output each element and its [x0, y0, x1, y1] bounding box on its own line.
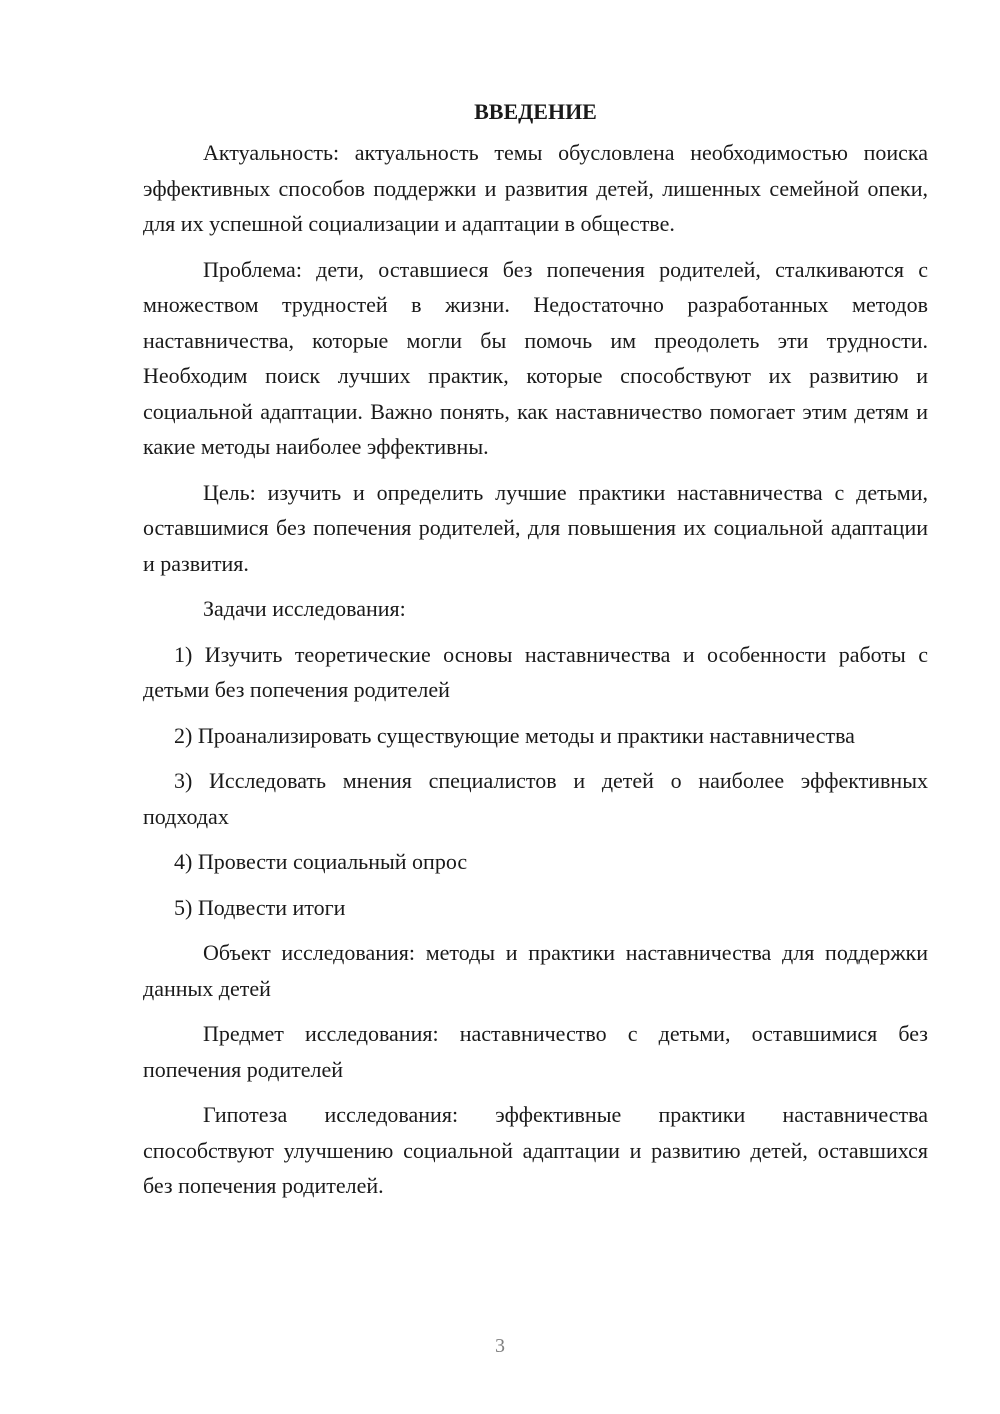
page-number: 3	[495, 1335, 505, 1357]
task-item-2: 2) Проанализировать существующие методы и практики наставничества	[174, 722, 855, 748]
task-item-3: 3) Исследовать мнения специалистов и детей о наиболее эффективных подходах	[143, 768, 928, 829]
section-heading: ВВЕДЕНИЕ	[474, 99, 597, 124]
page-content	[143, 94, 928, 1214]
paragraph-goal: Цель: изучить и определить лучшие практики наставничества с детьми, оставшимися без попечения родителей, для повышения их социальной адаптации и развития.	[143, 479, 928, 576]
task-item-4: 4) Провести социальный опрос	[174, 849, 468, 874]
paragraph-relevance: Актуальность: актуальность темы обусловлена необходимостью поиска эффективных способов поддержки и развития детей, лишенных семейной опеки, для их успешной социализации и адаптации в обществе.	[143, 140, 928, 236]
paragraph-tasks-intro: Задачи исследования:	[203, 596, 406, 621]
paragraph-hypothesis: Гипотеза исследования: эффективные практики наставничества способствуют улучшению социальной адаптации и развитию детей, оставшихся без попечения родителей.	[143, 1102, 928, 1198]
paragraph-problem: Проблема: дети, оставшиеся без попечения родителей, сталкиваются с множеством трудностей в жизни. Недостаточно разработанных методов наставничества, которые могли бы помочь им преодолеть эти трудности. Необходим поиск лучших практик, которые способствуют их развитию и социальной адаптации. Важно понять, как наставничество помогает этим детям и какие методы наиболее эффективны.	[143, 256, 928, 459]
task-item-5: 5) Подвести итоги	[174, 894, 346, 920]
paragraph-object: Объект исследования: методы и практики наставничества для поддержки данных детей	[143, 940, 928, 1001]
task-item-1: 1) Изучить теоретические основы наставничества и особенности работы с детьми без попечения родителей	[143, 641, 928, 702]
paragraph-subject: Предмет исследования: наставничество с детьми, оставшимися без попечения родителей	[143, 1021, 928, 1082]
